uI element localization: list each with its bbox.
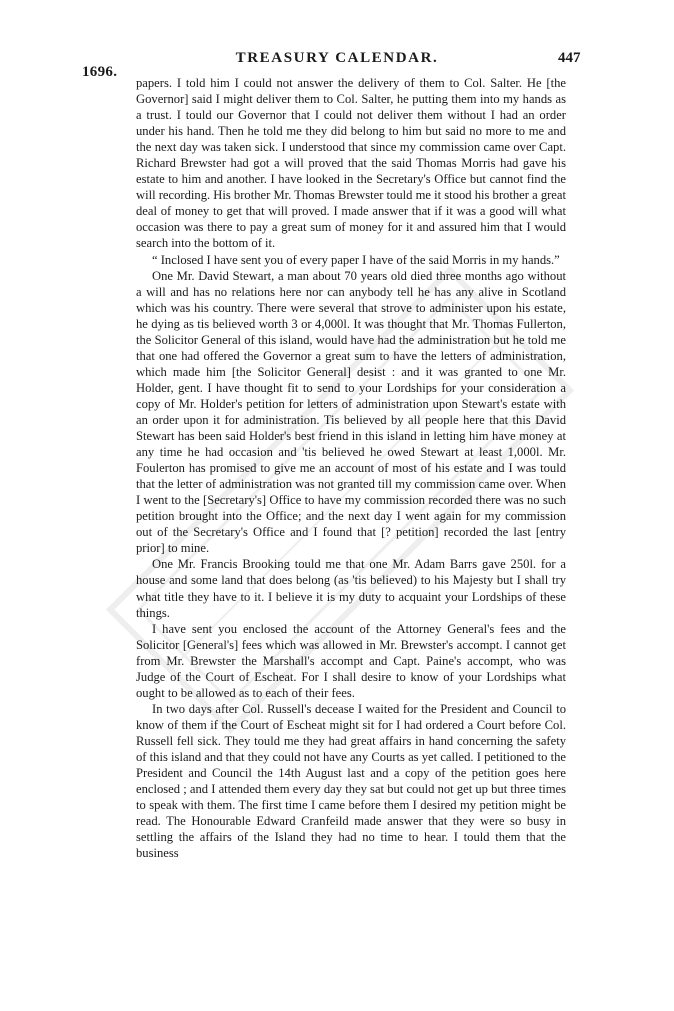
running-title: TREASURY CALENDAR. [235, 50, 439, 66]
paragraph: One Mr. Francis Brooking tould me that one Mr. Adam Barrs gave 250l. for a house and some land that does belong (as 'tis believed) to his Majesty but I shall try what title they have to it. I believe it is my duty to acquaint your Lordships of these things. [136, 557, 566, 620]
header-year: 1696. [82, 64, 118, 80]
paragraph: “ Inclosed I have sent you of every paper I have of the said Morris in my hands.” [152, 252, 560, 267]
paragraph: In two days after Col. Russell's decease I waited for the President and Council to know of them if the Court of Escheat might sit for I had ordered a Court before Col. Russell fell sick. They tould me they had great affairs in hand concerning the safety of this island and that they could not have any Courts as yet called. I petitioned to the President and Council the 14th August last and a copy of the petition goes here enclosed ; and I attended them every day they sat but could not get up but three times to speak with them. The first time I came before them I desired my petition might be read. The Honourable Edward Cranfeild made answer that they were so busy in settling the affairs of the Island they had no time to hear. I tould them that the business [136, 701, 566, 861]
body-text [136, 75, 566, 861]
paragraph: I have sent you enclosed the account of the Attorney General's fees and the Solicitor [General's] fees which was allowed in Mr. Brewster's accompt. I cannot get from Mr. Brewster the Marshall's accompt and Capt. Paine's accompt, who was Judge of the Court of Escheat. For I shall desire to know of your Lordships what ought to be allowed as to each of their fees. [136, 621, 566, 700]
page-number: 447 [558, 50, 581, 66]
paragraph: One Mr. David Stewart, a man about 70 years old died three months ago without a will and has no relations here nor can anybody tell he has any alive in Scotland which was his country. There were several that strove to administer upon his estate, he dying as tis believed worth 3 or 4,000l. It was thought that Mr. Thomas Fullerton, the Solicitor General of this island, would have had the administration but he told me that one had offered the Governor a great sum to have the letters of administration, which made him [the Solicitor General] desist : and it was granted to one Mr. Holder, gent. I have thought fit to send to your Lordships for your consideration a copy of Mr. Holder's petition for letters of administration upon Stewart's estate with an order upon it for administration. Tis believed by all people here that this David Stewart has been said Holder's best friend in this island in letting him have money at any time he had occasion and 'tis believed he owed Stewart at least 1,000l. Mr. Foulerton has promised to give me an account of most of his estate and I was tould that the letter of administration was not granted till my commission came over. When I went to the [Secretary's] Office to have my commission recorded there was no such petition brought into the Office; and the next day I went again for my commission out of the Secretary's Office and I found that [? petition] recorded the last [entry prior] to mine. [136, 268, 566, 556]
paragraph: papers. I told him I could not answer the delivery of them to Col. Salter. He [the Governor] said I might deliver them to Col. Salter, he putting them into my hands as a trust. I tould our Governor that I could not deliver them without I had an order under his hand. Then he told me they did belong to him but said no more to me and the next day was taken sick. I understood that since my commission came over Capt. Richard Brewster had got a will proved that the said Thomas Morris had gave his estate to him and another. I have looked in the Secretary's Office but cannot find the will recording. His brother Mr. Thomas Brewster tould me it stood his brother a great deal of money to get that will proved. I made answer that if it was a good will what occasion was there to pay a great sum of money for it and assured him that I would search into the bottom of it. [136, 76, 566, 251]
page-header [0, 50, 674, 80]
